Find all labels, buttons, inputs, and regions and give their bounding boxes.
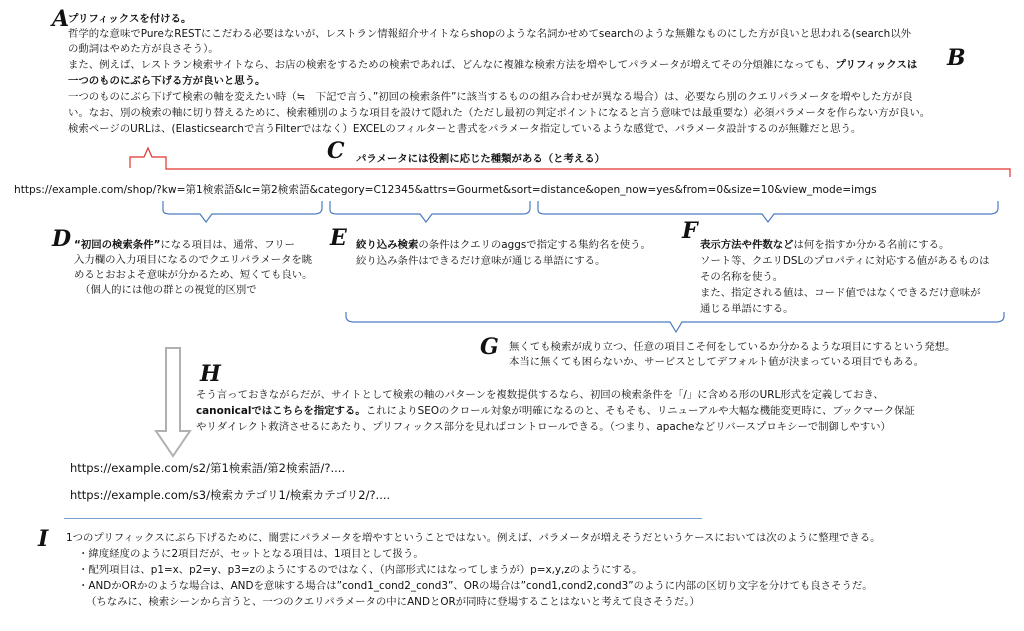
section-i-line1: 1つのプリフィックスにぶら下げるために、闇雲にパラメータを増やすということではない。例えば、パラメータが増えそうだというケースにおいては次のように整理できる。 bbox=[66, 532, 881, 544]
section-e-line1: 絞り込み検索の条件はクエリのaggsで指定する集約名を使う。 bbox=[356, 239, 651, 251]
section-i-line2: ・緯度経度のように2項目だが、セットとなる項目は、1項目として扱う。 bbox=[78, 548, 424, 560]
blue-bracket-g bbox=[346, 312, 1004, 332]
section-f-line4: また、指定される値は、コード値ではなくできるだけ意味が bbox=[700, 287, 981, 299]
blue-bracket-e bbox=[330, 201, 530, 222]
label-i: I bbox=[38, 526, 49, 552]
section-f-bold: 表示方法や件数など bbox=[700, 239, 794, 251]
label-f: F bbox=[682, 218, 698, 244]
label-c: C bbox=[327, 138, 345, 164]
section-i-line3: ・配列項目は、p1=x、p2=y、p3=zのようにするのではなく、（内部形式にはなってしまうが）p=x,y,zのようにする。 bbox=[78, 564, 643, 576]
red-bracket bbox=[130, 148, 1010, 177]
section-a-line1: 哲学的な意味でPureなRESTにこだわる必要はないが、レストラン情報紹介サイトならshopのような名詞かせめてsearchのような無難なものにした方が良いと思われる(search以外 bbox=[68, 28, 911, 40]
section-a-line2: の動詞はやめた方が良さそう）。 bbox=[68, 43, 219, 55]
section-h-line1: そう言っておきながらだが、サイトとして検索の軸のパターンを複数提供するなら、初回の検索条件を「/」に含める形のURL形式を定義しておき、 bbox=[196, 389, 884, 401]
section-a-line3-bold: プリフィックスは bbox=[835, 59, 918, 71]
label-h: H bbox=[200, 361, 221, 387]
section-h-line2: canonicalではこちらを指定する。これによりSEOのクロール対象が明確になるのと、そもそも、リニューアルや大幅な機能変更時に、ブックマーク保証 bbox=[196, 405, 915, 417]
section-d-line3: めるとおおよそ意味が分かるため、短くても良い。 bbox=[74, 269, 313, 281]
section-g-line1: 無くても検索が成り立つ、任意の項目こそ何をしているか分かるような項目にするという発想。 bbox=[509, 341, 956, 353]
section-f-line3: その名称を使う。 bbox=[700, 271, 784, 283]
label-d: D bbox=[52, 226, 72, 252]
alt-url-s3: https://example.com/s3/検索カテゴリ1/検索カテゴリ2/?.... bbox=[70, 488, 391, 502]
section-a-heading: プリフィックスを付ける。 bbox=[68, 13, 192, 25]
section-divider bbox=[64, 518, 702, 519]
section-d-bold: “初回の検索条件” bbox=[74, 239, 161, 251]
blue-bracket-f bbox=[538, 201, 998, 222]
section-g-line2: 本当に無くても困らないか、サービスとしてデフォルト値が決まっている項目でもある。 bbox=[509, 356, 925, 368]
section-a-line6: い。なお、別の検索の軸に切り替えるために、検索種別のような項目を設けて隠れた（ただし最初の判定ポイントになると言う意味では最重要な）必須パラメータを作らない方が良い。 bbox=[68, 107, 931, 119]
section-h-bold: canonicalではこちらを指定する。 bbox=[196, 405, 366, 417]
section-d-line4: （個人的には他の群との視覚的区別で bbox=[80, 284, 257, 296]
section-e-bold: 絞り込み検索 bbox=[356, 239, 419, 251]
alt-url-s2: https://example.com/s2/第1検索語/第2検索語/?.... bbox=[70, 461, 346, 475]
section-e-line2: 絞り込み条件はできるだけ意味が通じる単語にする。 bbox=[356, 255, 606, 267]
label-g: G bbox=[480, 334, 499, 360]
section-h-line3: やリダイレクト救済させるにあたり、プリフィックス部分を見ればコントロールできる。（つまり、apacheなどリバースプロキシーで制御しやすい） bbox=[196, 421, 891, 433]
section-a-line7: 検索ページのURLは、(Elasticsearchで言うFilterではなく）EXCELのフィルターと書式をパラメータ指定しているような感覚で、パラメータ設計するのが無難だと思う。 bbox=[68, 123, 862, 135]
section-f-line1: 表示方法や件数などは何を指すか分かる名前にする。 bbox=[700, 239, 950, 251]
down-arrow bbox=[156, 348, 190, 456]
section-c-heading: パラメータには役割に応じた種類がある（と考える） bbox=[356, 153, 606, 165]
section-a-line4: 一つのものにぶら下げる方が良いと思う。 bbox=[68, 75, 266, 87]
main-url: https://example.com/shop/?kw=第1検索語&lc=第2検索語&category=C12345&attrs=Gourmet&sort=distance&open_now=yes&from=0&size=10&view_mode=imgs bbox=[14, 184, 877, 196]
section-d-line2: 入力欄の入力項目になるのでクエリパラメータを眺 bbox=[74, 254, 313, 266]
section-d-line1: “初回の検索条件”になる項目は、通常、フリー bbox=[74, 239, 296, 251]
label-a: A bbox=[52, 6, 70, 32]
section-i-line5: （ちなみに、検索シーンから言うと、一つのクエリパラメータの中にANDとORが同時に登場することはないと考えて良さそうだ。） bbox=[86, 596, 700, 608]
section-a-line3: また、例えば、レストラン検索サイトなら、お店の検索をするための検索であれば、どんなに複雑な検索方法を増やしてパラメータが増えてその分煩雑になっても、プリフィックスは bbox=[68, 59, 918, 71]
label-e: E bbox=[330, 225, 347, 251]
blue-bracket-d bbox=[163, 201, 322, 222]
section-f-line2: ソート等、クエリDSLのプロパティに対応する値があるものは bbox=[700, 255, 990, 267]
label-b: B bbox=[947, 45, 966, 71]
section-a-line5: 一つのものにぶら下げて検索の軸を変えたい時（≒ 下記で言う、”初回の検索条件”に該当するものの組み合わせが異なる場合）は、必要なら別のクエリパラメータを増やした方が良 bbox=[68, 91, 913, 103]
section-i-line4: ・ANDかORかのような場合は、ANDを意味する場合は”cond1_cond2_cond3”、ORの場合は”cond1,cond2,cond3”のように内部の区切り文字を分けても良さそうだ。 bbox=[78, 580, 873, 592]
section-f-line5: 通じる単語にする。 bbox=[700, 303, 794, 315]
